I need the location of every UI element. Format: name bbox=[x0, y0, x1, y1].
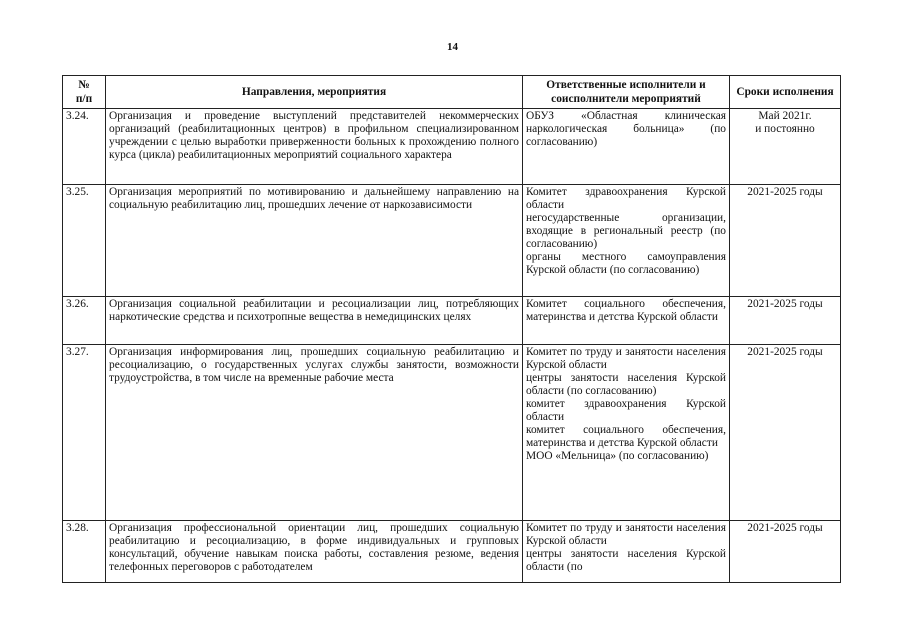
row-description: Организация информирования лиц, прошедших социальную реабилитацию и ресоциализацию, о государственных услугах службы занятости, возможности трудоустройства, в том числе на временные рабочие места bbox=[106, 345, 523, 521]
table-body bbox=[63, 109, 841, 583]
row-responsible bbox=[523, 521, 730, 583]
header-direction: Направления, мероприятия bbox=[106, 76, 523, 109]
table-row bbox=[63, 109, 841, 185]
row-description: Организация и проведение выступлений представителей некоммерческих организаций (реабилитационных центров) в профильном специализированном учреждении с целью выработки приверженности больных к прохождению полного курса (цикла) реабилитационных мероприятий социального характера bbox=[106, 109, 523, 185]
header-num: № п/п bbox=[63, 76, 106, 109]
responsible-entry: органы местного самоуправления Курской области (по согласованию) bbox=[526, 251, 726, 276]
page-number: 14 bbox=[447, 41, 458, 53]
table-row bbox=[63, 297, 841, 345]
responsible-entry: негосударственные организации, входящие в региональный реестр (по согласованию) bbox=[526, 212, 726, 250]
header-deadline: Сроки исполнения bbox=[730, 76, 841, 109]
row-responsible bbox=[523, 297, 730, 345]
responsible-entry: центры занятости населения Курской области (по bbox=[526, 548, 726, 573]
row-number: 3.26. bbox=[63, 297, 106, 345]
row-deadline: Май 2021г. и постоянно bbox=[730, 109, 841, 185]
row-number: 3.24. bbox=[63, 109, 106, 185]
responsible-entry: ОБУЗ «Областная клиническая наркологическая больница» (по согласованию) bbox=[526, 110, 726, 148]
row-description: Организация социальной реабилитации и ресоциализации лиц, потребляющих наркотические средства и психотропные вещества в немедицинских целях bbox=[106, 297, 523, 345]
table-row bbox=[63, 345, 841, 521]
responsible-entry: МОО «Мельница» (по согласованию) bbox=[526, 450, 709, 462]
row-responsible bbox=[523, 185, 730, 297]
table-row bbox=[63, 185, 841, 297]
row-number: 3.25. bbox=[63, 185, 106, 297]
row-deadline: 2021-2025 годы bbox=[730, 297, 841, 345]
row-deadline: 2021-2025 годы bbox=[730, 345, 841, 521]
header-responsible: Ответственные исполнители и соисполнители мероприятий bbox=[523, 76, 730, 109]
responsible-entry: Комитет по труду и занятости населения Курской области bbox=[526, 522, 726, 547]
row-number: 3.28. bbox=[63, 521, 106, 583]
table-row bbox=[63, 521, 841, 583]
row-number: 3.27. bbox=[63, 345, 106, 521]
responsible-entry: Комитет социального обеспечения, материнства и детства Курской области bbox=[526, 298, 726, 323]
responsible-entry: комитет здравоохранения Курской области bbox=[526, 398, 726, 423]
row-deadline: 2021-2025 годы bbox=[730, 521, 841, 583]
row-responsible bbox=[523, 345, 730, 521]
row-description: Организация профессиональной ориентации лиц, прошедших социальную реабилитацию и ресоциализацию, в форме индивидуальных и групповых консультаций, обучение навыкам поиска работы, составления резюме, ведения телефонных переговоров с работодателем bbox=[106, 521, 523, 583]
responsible-entry: Комитет по труду и занятости населения Курской области bbox=[526, 346, 726, 371]
row-responsible bbox=[523, 109, 730, 185]
row-deadline: 2021-2025 годы bbox=[730, 185, 841, 297]
measures-table bbox=[62, 75, 841, 583]
responsible-entry: центры занятости населения Курской области (по согласованию) bbox=[526, 372, 726, 397]
row-description: Организация мероприятий по мотивированию и дальнейшему направлению на социальную реабилитацию лиц, прошедших лечение от наркозависимости bbox=[106, 185, 523, 297]
table-header-row bbox=[63, 76, 841, 109]
responsible-entry: Комитет здравоохранения Курской области bbox=[526, 186, 726, 211]
responsible-entry: комитет социального обеспечения, материнства и детства Курской области bbox=[526, 424, 726, 449]
